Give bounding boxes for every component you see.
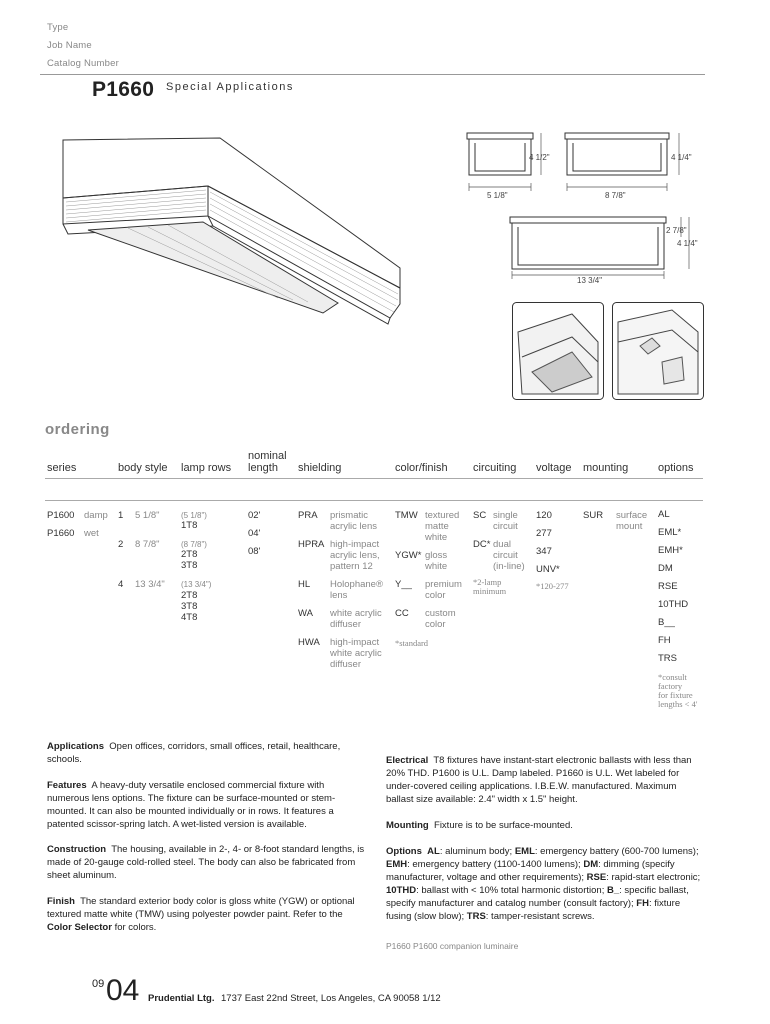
option-key: B_: [606, 885, 620, 896]
construction-paragraph: [47, 843, 365, 882]
option-code: EML*: [658, 527, 682, 538]
option-key: DM: [583, 859, 599, 870]
lamp-rows-values: 1T8: [181, 520, 198, 531]
fixture-perspective-drawing: [38, 128, 418, 328]
option-code: B__: [658, 617, 675, 628]
shielding-desc: prismatic acrylic lens: [330, 510, 377, 532]
option-key: EMH: [386, 859, 408, 870]
option-desc: : tamper-resistant screws.: [485, 911, 595, 922]
option-desc: : specific ballast, specify manufacturer and catalog number (consult factory);: [386, 885, 689, 909]
circuit-code: SC: [473, 510, 487, 521]
series-code: P1660: [47, 528, 75, 539]
option-desc: : fixture fusing (slow blow);: [386, 898, 681, 922]
companion-note: P1660 P1600 companion luminaire: [386, 941, 519, 951]
mounting-desc: surface mount: [616, 510, 648, 532]
ordering-rule: [45, 500, 703, 501]
issue-year: 04: [106, 974, 140, 1007]
header-rule: [40, 74, 705, 75]
dim-label: 4 1/2": [529, 153, 550, 162]
body-style-desc: 5 1/8": [135, 510, 160, 521]
color-code: Y__: [395, 579, 412, 590]
color-code: TMW: [395, 510, 418, 521]
dim-label: 4 1/4": [671, 153, 692, 162]
options-heading: Options: [386, 846, 422, 857]
length-option: 02': [248, 510, 261, 521]
option-desc: : aluminum body;: [439, 846, 513, 857]
electrical-paragraph: [386, 754, 706, 806]
body-style-code: 1: [118, 510, 124, 521]
body-style-code: 4: [118, 579, 124, 590]
dim-label: 4 1/4": [677, 239, 698, 248]
voltage-note: *120-277: [536, 581, 569, 591]
col-shielding: shielding: [298, 462, 342, 474]
lamp-rows-values: 2T8 3T8 4T8: [181, 590, 198, 623]
color-desc: custom color: [425, 608, 456, 630]
option-code: AL: [658, 509, 670, 520]
body-style-desc: 8 7/8": [135, 539, 160, 550]
ordering-rule: [45, 478, 703, 479]
shielding-desc: high-impact white acrylic diffuser: [330, 637, 382, 670]
mounting-code: SUR: [583, 510, 604, 521]
circuit-desc: dual circuit (in-line): [493, 539, 525, 572]
applications-text: Open offices, corridors, small offices, retail, healthcare, schools.: [47, 741, 341, 765]
lamp-rows-dim: (8 7/8"): [181, 540, 207, 549]
options-paragraph: [386, 845, 706, 923]
voltage-option: 347: [536, 546, 552, 557]
option-key: TRS: [466, 911, 486, 922]
option-desc: : ballast with < 10% total harmonic distortion;: [416, 885, 605, 896]
electrical-heading: Electrical: [386, 755, 429, 766]
col-nominal-length: length: [248, 462, 278, 474]
finish-paragraph: [47, 895, 365, 934]
circuit-note: *2-lamp minimum: [473, 577, 507, 596]
option-key: EML: [514, 846, 535, 857]
page-subtitle: Special Applications: [166, 81, 294, 93]
lamp-rows-dim: (13 3/4"): [181, 580, 212, 589]
series-desc: wet: [84, 528, 99, 539]
voltage-option: 277: [536, 528, 552, 539]
type-label: Type: [47, 22, 69, 33]
col-series: series: [47, 462, 77, 474]
option-code: RSE: [658, 581, 678, 592]
options-note: *consult factory for fixture lengths < 4': [658, 672, 698, 709]
color-note: *standard: [395, 638, 429, 648]
shielding-desc: white acrylic diffuser: [330, 608, 382, 630]
option-desc: : rapid-start electronic;: [606, 872, 701, 883]
option-code: 10THD: [658, 599, 689, 610]
option-key: RSE: [586, 872, 607, 883]
col-body-style: body style: [118, 462, 168, 474]
mounting-heading: Mounting: [386, 820, 429, 831]
length-option: 04': [248, 528, 261, 539]
option-desc: : emergency battery (1100-1400 lumens);: [407, 859, 581, 870]
catalog-number-label: Catalog Number: [47, 58, 119, 69]
shielding-code: HWA: [298, 637, 320, 648]
dim-label: 13 3/4": [577, 276, 603, 285]
option-code: EMH*: [658, 545, 683, 556]
color-code: CC: [395, 608, 409, 619]
end-view-dimension-drawings: [455, 125, 705, 290]
shielding-code: HL: [298, 579, 311, 590]
ordering-heading: ordering: [45, 421, 110, 438]
lamp-rows-values: 2T8 3T8: [181, 549, 198, 571]
construction-heading: Construction: [47, 844, 107, 855]
features-heading: Features: [47, 780, 87, 791]
applications-paragraph: [47, 740, 365, 766]
issue-month: 09: [92, 978, 105, 990]
shielding-code: HPRA: [298, 539, 325, 550]
col-color-finish: color/finish: [395, 462, 448, 474]
page-title: P1660: [92, 78, 155, 101]
option-key: FH: [636, 898, 649, 909]
construction-text: The housing, available in 2-, 4- or 8-foot standard lengths, is made of 20-gauge cold-rolled steel. The body can also be fabricated from sheet aluminum.: [47, 844, 365, 881]
company-address: 1737 East 22nd Street, Los Angeles, CA 90058 1/12: [221, 993, 441, 1004]
option-code: FH: [658, 635, 671, 646]
shielding-desc: high-impact acrylic lens, pattern 12: [330, 539, 380, 572]
option-key: AL: [427, 846, 440, 857]
voltage-option: 120: [536, 510, 552, 521]
shielding-desc: Holophane® lens: [330, 579, 383, 601]
col-mounting: mounting: [583, 462, 629, 474]
col-nominal-length: nominal: [248, 450, 287, 462]
finish-heading: Finish: [47, 896, 75, 907]
color-desc: textured matte white: [425, 510, 460, 543]
series-code: P1600: [47, 510, 75, 521]
dim-label: 2 7/8": [666, 226, 687, 235]
lamp-rows-dim: (5 1/8"): [181, 511, 207, 520]
col-voltage: voltage: [536, 462, 572, 474]
dim-label: 5 1/8": [487, 191, 508, 200]
body-style-desc: 13 3/4": [135, 579, 165, 590]
option-desc: : dimming (specify manufacturer, voltage and other requirements);: [386, 859, 675, 883]
option-key: 10THD: [386, 885, 417, 896]
dim-label: 8 7/8": [605, 191, 626, 200]
finish-text: The standard exterior body color is gloss white (YGW) or optional textured matte white (TMW) using polyester powder paint. Refer to the: [47, 896, 355, 920]
option-code: TRS: [658, 653, 677, 664]
shielding-code: PRA: [298, 510, 318, 521]
body-style-code: 2: [118, 539, 124, 550]
company-name: Prudential Ltg.: [148, 993, 215, 1004]
shielding-code: WA: [298, 608, 313, 619]
mounting-text: Fixture is to be surface-mounted.: [434, 820, 573, 831]
electrical-text: T8 fixtures have instant-start electronic ballasts with less than 20% THD. P1600 is U.L. Damp labeled. P1660 is U.L. Wet labeled for under-covered ceiling applications. I.B.E.W. manufactured. Maximum ballast size available: 2.4" width x 1.5" height.: [386, 755, 692, 805]
color-desc: gloss white: [425, 550, 448, 572]
col-circuiting: circuiting: [473, 462, 517, 474]
job-name-label: Job Name: [47, 40, 92, 51]
option-code: DM: [658, 563, 673, 574]
voltage-option: UNV*: [536, 564, 560, 575]
circuit-desc: single circuit: [493, 510, 518, 532]
mounting-paragraph: [386, 819, 706, 832]
option-desc: : emergency battery (600-700 lumens);: [534, 846, 699, 857]
color-desc: premium color: [425, 579, 462, 601]
color-code: YGW*: [395, 550, 422, 561]
circuit-code: DC*: [473, 539, 491, 550]
series-desc: damp: [84, 510, 108, 521]
features-text: A heavy-duty versatile enclosed commercial fixture with numerous lens options. The fixture can be surface-mounted or stem-mounted. It can also be mounted individually or in rows. It features a patented scissor-spring latch. A wet-listed version is available.: [47, 780, 336, 830]
features-paragraph: [47, 779, 365, 831]
col-lamp-rows: lamp rows: [181, 462, 232, 474]
color-selector-reference: Color Selector: [47, 922, 112, 933]
length-option: 08': [248, 546, 261, 557]
finish-text-end: for colors.: [114, 922, 157, 933]
latch-detail-drawing: [512, 302, 604, 400]
mounting-detail-drawing: [612, 302, 704, 400]
col-options: options: [658, 462, 694, 474]
applications-heading: Applications: [47, 741, 105, 752]
